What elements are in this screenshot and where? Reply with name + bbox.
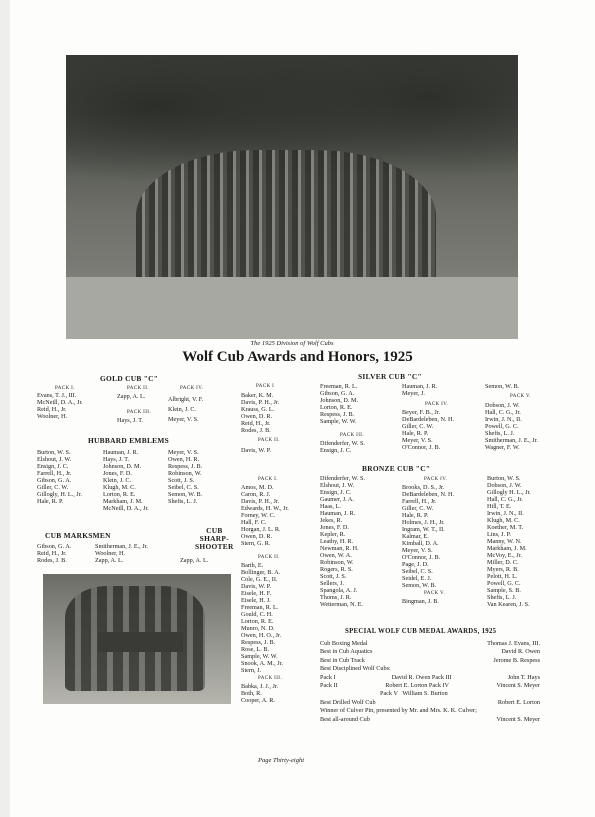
list-item: Owen, D. R. <box>241 413 273 420</box>
list-item: Myers, R. B. <box>487 566 519 573</box>
list-item: Beyer, F. B., Jr. <box>402 409 441 416</box>
list-item: Smitherman, J. E., Jr. <box>95 543 148 550</box>
award-winner: Vincent S. Meyer <box>496 715 540 723</box>
list-item: Woolner, H. <box>37 413 68 420</box>
sharpshooter-heading-line: CUB <box>206 526 223 535</box>
list-item: Gillogly, H. L., Jr. <box>37 491 82 498</box>
list-item: Hauman, J. R. <box>402 383 438 390</box>
list-item: Jekes, R. <box>320 517 343 524</box>
list-item: Freeman, R. L. <box>320 383 358 390</box>
bronze-col4 <box>487 475 531 608</box>
list-item: Hale, R. P. <box>402 512 429 519</box>
award-winner: Robert E. Lorton Pack IV <box>385 682 449 690</box>
list-item: Ensign, J. C. <box>37 463 69 470</box>
list-item: Stern, G. R. <box>241 540 271 547</box>
award-name: Best Disciplined Wolf Cubs: <box>320 665 391 673</box>
bronze-pack5-list <box>402 598 439 605</box>
silver-col3 <box>402 383 437 397</box>
list-item: Meyer, J. <box>402 390 425 397</box>
list-item: Klugh, M. C. <box>103 484 136 491</box>
list-item: O'Connor, J. B. <box>402 444 441 451</box>
list-item: Leathy, H. R. <box>320 538 354 545</box>
list-item: Scott, J. S. <box>168 477 195 484</box>
list-item: Gibson, G. A. <box>320 390 355 397</box>
award-winner: David R. Owen Pack III <box>391 673 452 681</box>
list-item: Stern, J. <box>241 667 262 674</box>
silver-pack3-label: PACK III. <box>340 433 364 438</box>
bronze-pack4-label: PACK IV. <box>424 477 448 482</box>
list-item: Hale, R. P. <box>37 498 64 505</box>
award-line <box>320 707 540 715</box>
list-item: Haas, L. <box>320 503 341 510</box>
gold-pack2-list <box>117 393 145 400</box>
list-item: Cole, G. E., II. <box>241 576 278 583</box>
list-item: Respess, J. B. <box>320 411 355 418</box>
bronze-pack3-label: PACK III. <box>258 676 282 681</box>
list-item: Babka, J. J., Jr. <box>241 683 279 690</box>
list-item: Shefts, L. J. <box>485 430 515 437</box>
list-item: Burton, W. S. <box>487 475 521 482</box>
ground <box>66 277 518 339</box>
list-item: Zapp, A. L. <box>95 557 124 564</box>
list-item: Sample, W. W. <box>241 653 278 660</box>
list-item: Elshout, J. W. <box>37 456 72 463</box>
gold-pack4-list <box>168 396 203 423</box>
list-item: Dobson, J. W. <box>487 482 522 489</box>
list-item: Semon, W. B. <box>168 491 203 498</box>
list-item: Giller, C. W. <box>37 484 69 491</box>
list-item: Baker, K. M. <box>241 392 274 399</box>
award-name: Pack II <box>320 682 338 690</box>
silver-pack5-list <box>485 402 538 451</box>
list-item: O'Connor, J. B. <box>402 554 441 561</box>
list-item: Johnson, D. M. <box>320 397 358 404</box>
list-item: Zapp, A. L. <box>117 393 146 400</box>
award-name: Cub Boxing Medal <box>320 640 368 647</box>
list-item: Holmes, J. H., Jr. <box>402 519 445 526</box>
list-item: DeBardeleben, N. H. <box>402 416 455 423</box>
list-item: McVoy, E., Jr. <box>487 552 522 559</box>
list-item: Woolner, H. <box>95 550 126 557</box>
list-item: Markham, J. M. <box>487 545 527 552</box>
list-item: Hauman, J. R. <box>320 510 356 517</box>
bronze-pack3-list <box>241 683 278 704</box>
award-line <box>320 716 540 724</box>
list-item: Seidel, E. J. <box>402 575 432 582</box>
list-item: Difenderfer, W. S. <box>320 475 365 482</box>
list-item: Klugh, M. C. <box>487 517 520 524</box>
list-item: Dobson, J. W. <box>485 402 520 409</box>
award-winner: William S. Burton <box>402 690 448 698</box>
list-item: Newman, R. H. <box>320 545 359 552</box>
award-name: Best Drilled Wolf Cub <box>320 698 376 706</box>
list-item: Irwin, J. N., II. <box>485 416 522 423</box>
bronze-pack2-list <box>241 562 283 674</box>
list-item: Robinson, W. <box>168 470 202 477</box>
list-item: Irwin, J. N., II. <box>487 510 524 517</box>
award-winner: Jerome B. Respess <box>493 656 540 664</box>
silver-pack4-label: PACK IV. <box>425 402 449 407</box>
hubbard-heading: HUBBARD EMBLEMS <box>88 436 170 445</box>
bronze-pack1-label: PACK I. <box>258 477 278 482</box>
list-item: Davis, W. P. <box>241 583 272 590</box>
list-item: Kepler, R. <box>320 531 346 538</box>
list-item: Owen, H. O., Jr. <box>241 632 282 639</box>
list-item: Meyer, V. S. <box>402 437 433 444</box>
silver-pack1-list <box>241 392 279 434</box>
silver-pack3-list <box>320 440 365 454</box>
silver-pack2-label: PACK II. <box>258 438 280 443</box>
division-photo <box>66 55 518 339</box>
award-winner: John T. Hays <box>507 673 540 681</box>
list-item: Lorton, R. E. <box>241 618 274 625</box>
list-item: Sample, W. W. <box>320 418 357 425</box>
marksmen-heading: CUB MARKSMEN <box>45 531 111 540</box>
sharpshooter-heading-line: SHOOTER <box>195 542 234 551</box>
list-item: Davis, W. P. <box>241 447 272 454</box>
list-item: Reid, H., Jr. <box>241 420 271 427</box>
list-item: Giller, C. W. <box>402 423 434 430</box>
award-winner: David R. Owen <box>501 648 540 656</box>
list-item: Kimball, D. A. <box>402 540 439 547</box>
sharpshooter-heading <box>195 527 234 551</box>
hubbard-col1 <box>37 449 82 505</box>
silver-pack5-label: PACK V. <box>510 394 532 399</box>
list-item: Seibel, C. S. <box>402 568 433 575</box>
list-item: Smitherman, J. E., Jr. <box>485 437 538 444</box>
list-item: Hauman, J. R. <box>103 449 139 456</box>
list-item: Cooper, A. R. <box>241 697 275 704</box>
list-item: Koether, M. T. <box>487 524 524 531</box>
list-item: Hall, C. G., Jr. <box>487 496 523 503</box>
list-item: Burton, W. S. <box>37 449 71 456</box>
list-item: Scott, J. S. <box>320 573 347 580</box>
gold-pack3-list <box>117 417 143 424</box>
list-item: Pelott, H. L. <box>487 573 518 580</box>
list-item: Shefts, L. J. <box>487 594 517 601</box>
silver-col2 <box>320 383 358 425</box>
list-item: Gibson, G. A. <box>37 477 72 484</box>
list-item: Hays, J. T. <box>117 417 144 424</box>
list-item: Gaumer, J. A. <box>320 496 354 503</box>
list-item: Ensign, J. C. <box>320 489 352 496</box>
list-item: Van Kearen, J. S. <box>487 601 530 608</box>
list-item: Bollinger, B. A. <box>241 569 281 576</box>
list-item: Meyer, V. S. <box>168 416 199 423</box>
list-item: Johnson, D. M. <box>103 463 141 470</box>
bronze-pack5-label: PACK V. <box>424 591 446 596</box>
list-item: Kalmar, E. <box>402 533 429 540</box>
list-item: Semon, W. B. <box>485 383 520 390</box>
sharpshooter-heading-line: SHARP- <box>199 534 229 543</box>
list-item: Elshout, J. W. <box>320 482 355 489</box>
bronze-cub-heading: BRONZE CUB "C" <box>362 464 431 473</box>
gold-pack3-label: PACK III. <box>127 410 151 415</box>
bronze-col2 <box>320 475 365 608</box>
award-line <box>320 657 540 665</box>
list-item: Owen, H. R. <box>168 456 200 463</box>
award-name: Pack V <box>380 690 398 698</box>
award-name: Winner of Culver Pin, presented by Mr. and Mrs. K. K. Culver; <box>320 707 477 715</box>
list-item: Gibson, G. A. <box>37 543 72 550</box>
list-item: Gould, C. H. <box>241 611 273 618</box>
list-item: Sample, S. B. <box>487 587 521 594</box>
list-item: McNeill, D. A., Jr. <box>37 399 83 406</box>
sharpshooter-name: Zapp, A. L. <box>180 557 209 564</box>
table <box>98 632 183 652</box>
list-item: McNeill, D. A., Jr. <box>103 505 149 512</box>
list-item: Jones, F. D. <box>320 524 349 531</box>
list-item: Davis, P. H., Jr. <box>241 399 280 406</box>
list-item: Eisele, H. F. <box>241 590 272 597</box>
award-winner: Robert E. Lorton <box>497 698 540 706</box>
list-item: Lorton, R. E. <box>103 491 136 498</box>
list-item: Davis, P. H., Jr. <box>241 498 280 505</box>
list-item: Munro, N. D. <box>241 625 275 632</box>
list-item: Semon, W. B. <box>402 582 437 589</box>
list-item: Bingman, J. B. <box>402 598 439 605</box>
list-item: Shefts, L. J. <box>168 498 198 505</box>
award-name: Best in Cub Aquatics <box>320 648 373 656</box>
hubbard-col3 <box>168 449 202 505</box>
silver-cub-heading: SILVER CUB "C" <box>358 372 422 381</box>
list-item: Thoms, J. R. <box>320 594 352 601</box>
award-line <box>320 682 540 690</box>
silver-pack1-label: PACK I <box>256 384 275 389</box>
list-item: Rose, L. B. <box>241 646 270 653</box>
award-name: Pack I <box>320 673 336 681</box>
list-item: Giller, C. W. <box>402 505 434 512</box>
award-line <box>320 699 540 707</box>
marksmen-col2 <box>95 543 148 564</box>
list-item: Hale, R. P. <box>402 430 429 437</box>
list-item: Both, R. <box>241 690 262 697</box>
award-winner: Thomas J. Evans, III. <box>487 640 540 647</box>
award-line <box>320 640 540 648</box>
gold-pack2-label: PACK II. <box>127 386 149 391</box>
award-name: Best all-around Cub <box>320 715 370 723</box>
list-item: Page, J. D. <box>402 561 429 568</box>
award-line <box>320 674 540 682</box>
list-item: Owen, W. A. <box>320 552 352 559</box>
award-line <box>320 690 540 698</box>
bronze-pack1-list <box>241 484 289 547</box>
marksmen-col1 <box>37 543 71 564</box>
list-item: Farrell, H., Jr. <box>37 470 72 477</box>
list-item: Seibel, C. S. <box>168 484 199 491</box>
list-item: Meyer, V. S. <box>168 449 199 456</box>
special-awards-heading: SPECIAL WOLF CUB MEDAL AWARDS, 1925 <box>345 628 497 635</box>
page-title: Wolf Cub Awards and Honors, 1925 <box>182 349 413 365</box>
list-item: Lins, J. P. <box>487 531 511 538</box>
list-item: Edwards, H. W., Jr. <box>241 505 289 512</box>
bronze-pack2-label: PACK II. <box>258 555 280 560</box>
hubbard-col2 <box>103 449 149 512</box>
list-item: Eisele, H. J. <box>241 597 271 604</box>
list-item: Brooks, D. S., Jr. <box>402 484 445 491</box>
list-item: Evans, T. J., III. <box>37 392 77 399</box>
list-item: Hays, J. T. <box>103 456 130 463</box>
list-item: Rodes, J. B. <box>241 427 271 434</box>
award-line <box>320 665 540 673</box>
list-item: Reid, H., Jr. <box>37 550 67 557</box>
list-item: Caron, R. J. <box>241 491 271 498</box>
list-item: Reid, H., Jr. <box>37 406 67 413</box>
page-edge <box>0 0 10 817</box>
list-item: Rodes, J. B. <box>37 557 67 564</box>
gold-cub-heading: GOLD CUB "C" <box>100 374 159 383</box>
photo-caption: The 1925 Division of Wolf Cubs <box>250 340 334 347</box>
list-item: Wagner, F. W. <box>485 444 520 451</box>
list-item: Klein, J. C. <box>103 477 132 484</box>
list-item: Krauss, G. L. <box>241 406 275 413</box>
list-item: Horgan, J. L. R. <box>241 526 281 533</box>
list-item: Manny, W. N. <box>487 538 522 545</box>
gold-pack4-label: PACK IV. <box>180 386 204 391</box>
list-item: Barth, E. <box>241 562 264 569</box>
award-name: Best in Cub Track <box>320 656 365 664</box>
list-item: Sellers, J. <box>320 580 344 587</box>
list-item: Hall, C. G., Jr. <box>485 409 521 416</box>
cubs-activity-photo <box>43 574 231 704</box>
list-item: Ensign, J. C. <box>320 447 352 454</box>
list-item: Difenderfer, W. S. <box>320 440 365 447</box>
list-item: Jones, F. D. <box>103 470 132 477</box>
silver-pack4-list <box>402 409 454 451</box>
list-item: Meyer, V. S. <box>402 547 433 554</box>
list-item: Klein, J. C. <box>168 406 197 413</box>
list-item: Ingram, W. T., II. <box>402 526 445 533</box>
list-item: Robinson, W. <box>320 559 354 566</box>
list-item: Amos, M. D. <box>241 484 274 491</box>
list-item: Hill, T. E. <box>487 503 512 510</box>
list-item: Owen, D. R. <box>241 533 273 540</box>
list-item: Albright, V. F. <box>168 396 204 403</box>
list-item: Snook, A. M., Jr. <box>241 660 283 667</box>
list-item: Farrell, H., Jr. <box>402 498 437 505</box>
gold-pack1-label: PACK I. <box>55 386 75 391</box>
page-number-caption: Page Thirty-eight <box>258 757 305 764</box>
gold-pack1-list <box>37 392 83 420</box>
award-winner: Vincent S. Meyer <box>496 682 540 690</box>
list-item: Powell, G. C. <box>485 423 519 430</box>
silver-col4 <box>485 383 519 390</box>
list-item: Freeman, R. L. <box>241 604 279 611</box>
bronze-col3 <box>402 484 454 589</box>
list-item: Powell, G. C. <box>487 580 521 587</box>
list-item: Miller, D. C. <box>487 559 519 566</box>
special-awards-list <box>320 640 540 724</box>
list-item: Forney, W. C. <box>241 512 276 519</box>
award-line <box>320 648 540 656</box>
list-item: Rogers, R. S. <box>320 566 353 573</box>
list-item: Wetterman, N. E. <box>320 601 363 608</box>
list-item: Gillogly H. L., Jr. <box>487 489 531 496</box>
list-item: Spangola, A. J. <box>320 587 358 594</box>
list-item: Lorton, R. E. <box>320 404 353 411</box>
list-item: Respess, J. B. <box>241 639 276 646</box>
list-item: Hall, F. C. <box>241 519 267 526</box>
list-item: Markham, J. M. <box>103 498 143 505</box>
silver-pack2-list <box>241 447 271 454</box>
list-item: Respess, J. B. <box>168 463 203 470</box>
list-item: DeBardeleben, N. H. <box>402 491 455 498</box>
